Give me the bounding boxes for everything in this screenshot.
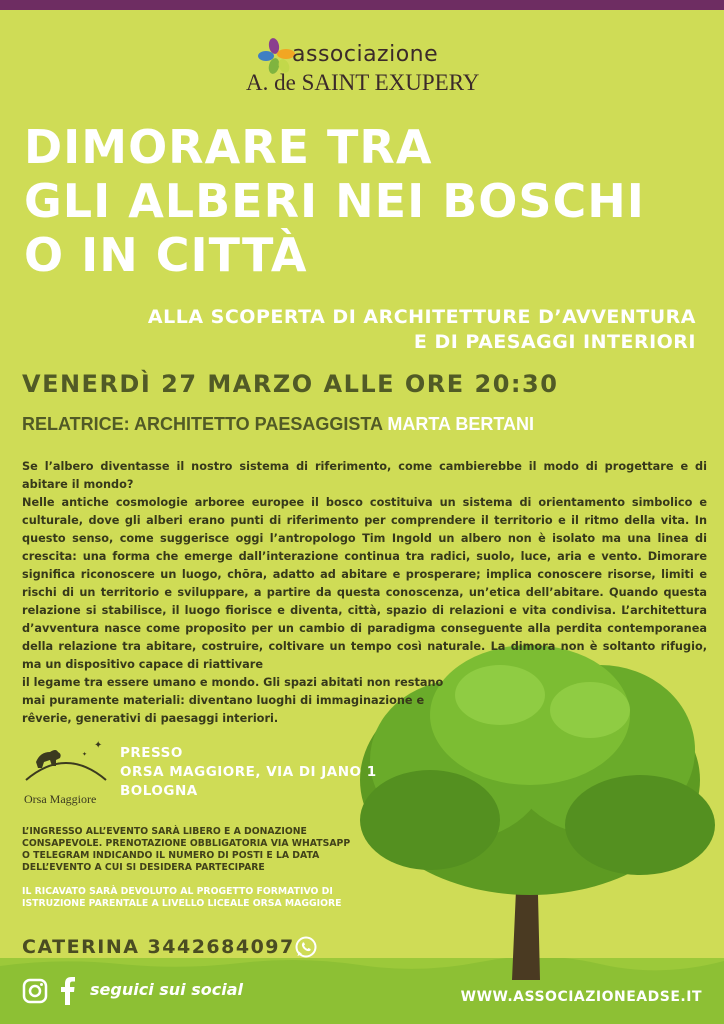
proceeds-info: IL RICAVATO SARÀ DEVOLUTO AL PROGETTO FORMATIVO DI ISTRUZIONE PARENTALE A LIVELLO LICEALE ORSA MAGGIORE (22, 886, 342, 909)
svg-text:✦: ✦ (94, 740, 103, 751)
page-title (24, 120, 714, 282)
event-datetime: VENERDÌ 27 MARZO ALLE ORE 20:30 (22, 370, 559, 398)
top-bar (0, 0, 724, 10)
logo-bottom-text: A. de SAINT EXUPERY (246, 70, 480, 95)
subtitle-line: E DI PAESAGGI INTERIORI (413, 331, 696, 353)
description-tail: il legame tra essere umano e mondo. Gli spazi abitati non restano mai puramente materiali: diventano luoghi di immaginazione e rêverie, generativi di paesaggi interiori. (22, 676, 444, 725)
association-logo (244, 34, 494, 94)
social-caption: seguici sui social (90, 980, 243, 999)
orsa-logo-text: Orsa Maggiore (24, 792, 97, 806)
title-line: GLI ALBERI NEI BOSCHI (24, 174, 645, 228)
contact-phone[interactable]: CATERINA 3442684097 (22, 936, 295, 958)
speaker-name: MARTA BERTANI (387, 414, 535, 434)
subtitle-line: ALLA SCOPERTA DI ARCHITETTURE D’AVVENTURA (147, 306, 696, 328)
venue-line: BOLOGNA (120, 783, 198, 799)
svg-text:✦: ✦ (82, 751, 88, 758)
title-line: O IN CITTÀ (24, 228, 308, 282)
description (22, 458, 707, 728)
facebook-icon[interactable] (58, 975, 76, 1005)
whatsapp-icon[interactable] (294, 935, 318, 959)
description-main: Se l’albero diventasse il nostro sistema di riferimento, come cambierebbe il modo di progettare e di abitare il mondo? Nelle antiche cosmologie arboree europee il bosco costituiva un sistema di orientamento simbolico e culturale, dove gli alberi erano punti di riferimento per comprendere il territorio e il ritmo della vita. In questo senso, come suggerisce oggi l’antropologo Tim Ingold un albero non è isolato ma una linea di crescita: una forma che emerge dall’interazione continua tra radici, suolo, luce, aria e vento. Dimorare significa riconoscere un luogo, chōra, adatto ad abitare e prosperare; implica conoscere risorse, limiti e rischi di un territorio e sviluppare, a partire da questa conoscenza, un’etica dell’abitare. Quando questa relazione si stabilisce, il luogo fiorisce e diventa, città, spazio di relazioni e vita condivisa. L’architettura d’avventura nasce come proposito per un cambio di paradigma conseguente alla perdita contemporanea della relazione tra abitare, costruire, coltivare un tempo così naturale. La dimora non è soltanto rifugio, ma un dispositivo capace di riattivare (22, 460, 707, 671)
venue-address (120, 744, 377, 801)
title-line: DIMORARE TRA (24, 120, 433, 174)
logo-top-text: associazione (292, 42, 439, 67)
instagram-icon[interactable] (22, 978, 48, 1004)
website-link[interactable]: WWW.ASSOCIAZIONEADSE.IT (460, 989, 702, 1005)
venue-line: ORSA MAGGIORE, VIA DI JANO 1 (120, 764, 377, 780)
subtitle (56, 305, 696, 355)
speaker-role: RELATRICE: ARCHITETTO PAESAGGISTA (22, 414, 383, 434)
speaker-line (22, 414, 534, 435)
booking-info: L’INGRESSO ALL’EVENTO SARÀ LIBERO E A DONAZIONE CONSAPEVOLE. PRENOTAZIONE OBBLIGATORIA VIA WHATSAPP O TELEGRAM INDICANDO IL NUMERO DI POSTI E LA DATA DELL’EVENTO A CUI SI DESIDERA PARTECIPARE (22, 826, 351, 873)
venue-line: PRESSO (120, 745, 183, 761)
